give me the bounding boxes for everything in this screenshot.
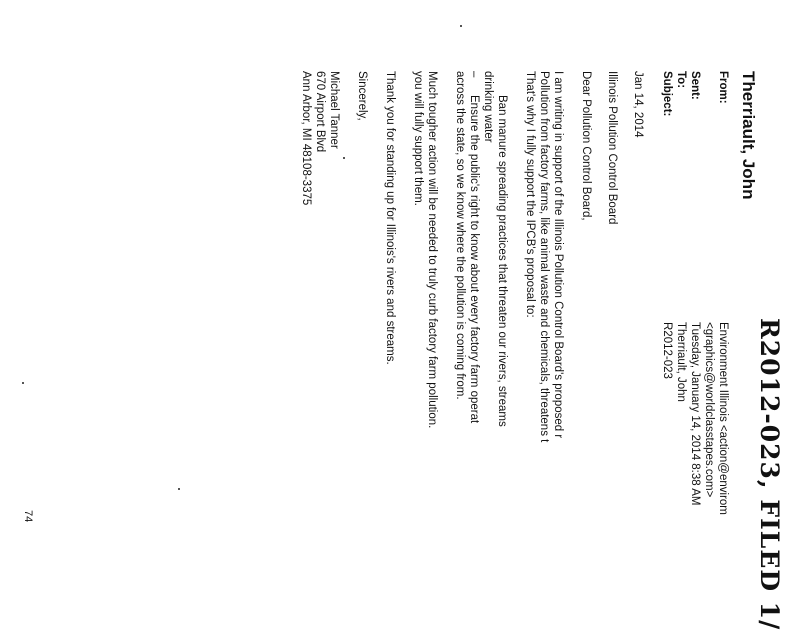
scan-speck — [343, 157, 345, 159]
scan-speck — [22, 382, 24, 384]
to-label: To: — [675, 71, 687, 89]
scan-speck — [460, 25, 462, 27]
to-value: Therriault, John — [675, 322, 687, 402]
filing-stamp: R2012-023, FILED 1/ — [755, 318, 784, 630]
bullet-line: across the state, so we know where the pollution is coming from. — [454, 71, 466, 400]
bullet-line: Ensure the public's right to know about every factory farm operat — [468, 95, 480, 424]
closing-line: Sincerely, — [356, 71, 368, 121]
bullet-line: drinking water — [482, 71, 494, 143]
action-line: Much tougher action will be needed to truly curb factory farm pollution. — [426, 71, 438, 429]
sender-name: Therriault, John — [739, 71, 758, 200]
subject-label: Subject: — [661, 71, 673, 117]
action-line: you will fully support them. — [412, 71, 424, 206]
sent-label: Sent: — [689, 71, 701, 100]
from-value-line-2: <graphics@worldclasstapes.com> — [703, 322, 715, 498]
intro-line: Pollution from factory farms, like animal waste and chemicals, threatens t — [538, 71, 550, 443]
from-value: Environment Illinois <action@envirom — [717, 322, 729, 515]
thanks-line: Thank you for standing up for Illinois's rivers and streams. — [384, 71, 396, 365]
from-label: From: — [717, 71, 729, 104]
page-number: 74 — [22, 510, 34, 523]
signature-name: Michael Tanner — [328, 71, 340, 149]
sent-value: Tuesday, January 14, 2014 8:38 AM — [689, 322, 701, 506]
bullet-dash: – — [468, 71, 480, 78]
scan-speck — [178, 488, 180, 490]
intro-line: I am writing in support of the Illinois Pollution Control Board's proposed r — [552, 71, 564, 439]
intro-line: That's why I fully support the IPCB's proposal to: — [524, 71, 536, 318]
bullet-line: Ban manure spreading practices that threaten our rivers, streams — [496, 95, 508, 427]
subject-value: R2012-023 — [661, 322, 673, 379]
signature-city: Ann Arbor, MI 48108-3375 — [300, 71, 312, 206]
letter-date: Jan 14, 2014 — [632, 71, 644, 138]
letter-recipient: Illinois Pollution Control Board — [606, 71, 618, 225]
signature-address: 670 Airport Blvd — [314, 71, 326, 153]
letter-salutation: Dear Pollution Control Board, — [580, 71, 592, 221]
